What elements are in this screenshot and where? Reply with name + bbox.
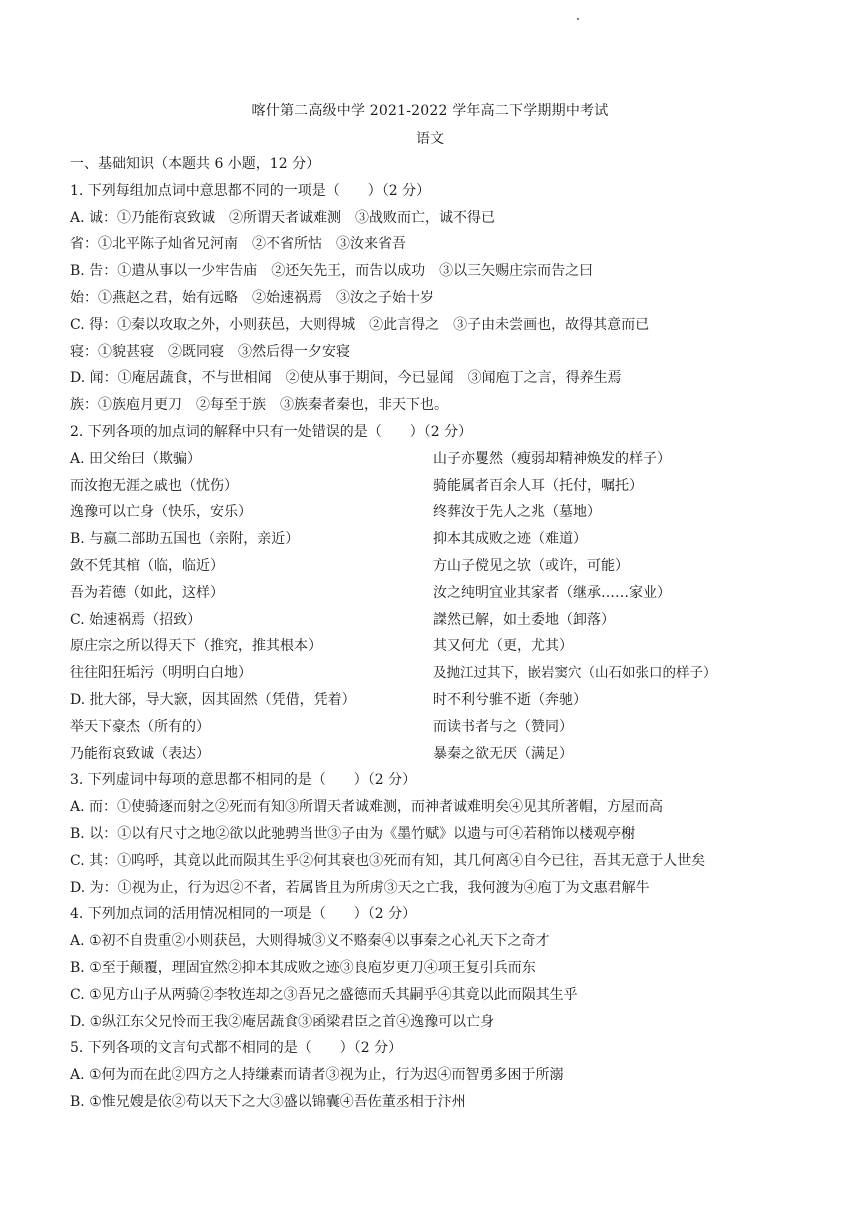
question-5-stem: 5. 下列各项的文言句式都不相同的是（ ）（2 分） <box>70 1040 403 1057</box>
question-4-stem: 4. 下列加点词的活用情况相同的一项是（ ）（2 分） <box>70 906 417 923</box>
question-1-line: C. 得：①秦以攻取之外，小则获邑，大则得城 ②此言得之 ③子由未尝画也，故得其意而已 <box>70 316 650 333</box>
question-2-right: 其又何尤（更，尤其） <box>433 638 573 655</box>
question-1-line: B. 告：①遣从事以一少牢告庙 ②还矢先王，而告以成功 ③以三矢赐庄宗而告之曰 <box>70 263 594 280</box>
exam-content <box>70 151 790 1116</box>
question-1-line: 始：①燕赵之君，始有远略 ②始速祸焉 ③汝之子始十岁 <box>70 289 434 306</box>
question-4-line: C. ①见方山子从两骑②李牧连却之③吾兄之盛德而夭其嗣乎④其竟以此而陨其生乎 <box>70 986 578 1003</box>
question-2-left: 往往阳狂垢污（明明白白地） <box>70 665 252 682</box>
section-heading: 一、基础知识（本题共 6 小题，12 分） <box>70 156 321 172</box>
subject-label: 语文 <box>416 131 444 147</box>
question-2-row <box>70 607 790 634</box>
question-2-right: 抑本其成败之迹（难道） <box>433 531 587 548</box>
question-2-right: 时不利兮骓不逝（奔驰） <box>433 691 587 708</box>
question-4-line: D. ①纵江东父兄怜而王我②庵居蔬食③函梁君臣之首④逸豫可以亡身 <box>70 1013 495 1030</box>
question-1-stem: 1. 下列每组加点词中意思都不同的一项是（ ）（2 分） <box>70 182 431 199</box>
question-2-left: 而汝抱无涯之戚也（忧伤） <box>70 477 238 494</box>
question-2-right: 骑能属者百余人耳（托付，嘱托） <box>433 477 643 494</box>
question-2-left: A. 田父绐曰（欺骗） <box>70 450 202 467</box>
question-2-row <box>70 741 790 768</box>
question-1-line: 寝：①貌甚寝 ②既同寝 ③然后得一夕安寝 <box>70 343 350 360</box>
question-2-row <box>70 526 790 553</box>
question-2-row <box>70 687 790 714</box>
question-2-row <box>70 714 790 741</box>
question-2-right: 及抛江过其下，嵌岩窦穴（山石如张口的样子） <box>433 665 717 682</box>
question-2-left: 逸豫可以亡身（快乐，安乐） <box>70 504 252 521</box>
question-2-row <box>70 499 790 526</box>
question-2-left: D. 批大郤，导大窾，因其固然（凭借，凭着） <box>70 691 356 708</box>
question-2-stem: 2. 下列各项的加点词的解释中只有一处错误的是（ ）（2 分） <box>70 423 473 440</box>
question-3-line: C. 其：①呜呼，其竟以此而陨其生乎②何其衰也③死而有知，其几何离④自今已往，吾其无意于人世矣 <box>70 852 706 869</box>
question-2-right: 汝之纯明宜业其家者（继承……家业） <box>433 584 671 601</box>
question-2-left: C. 始速祸焉（招致） <box>70 611 202 628</box>
question-2-right: 謋然已解，如土委地（卸落） <box>433 611 615 628</box>
question-2-left: 敛不凭其棺（临，临近） <box>70 557 224 574</box>
page-title: 喀什第二高级中学 2021-2022 学年高二下学期期中考试 <box>251 103 609 119</box>
question-3-line: A. 而：①使骑逐而射之②死而有知③所谓天者诚难测，而神者诚难明矣④见其所著帽，方屋而高 <box>70 799 664 816</box>
question-3-line: D. 为：①视为止，行为迟②不者，若属皆且为所虏③天之亡我，我何渡为④庖丁为文惠君解牛 <box>70 879 650 896</box>
question-4-line: B. ①至于颠覆，理固宜然②抑本其成败之迹③良庖岁更刀④项王复引兵而东 <box>70 959 536 976</box>
question-2-left: 吾为若德（如此，这样） <box>70 584 224 601</box>
question-2-left: B. 与嬴二部助五国也（亲附，亲近） <box>70 531 300 548</box>
question-2-row <box>70 473 790 500</box>
question-2-row <box>70 580 790 607</box>
question-4-line: A. ①初不自贵重②小则获邑，大则得城③义不赂秦④以事秦之心礼天下之奇才 <box>70 933 550 950</box>
question-2-right: 暴秦之欲无厌（满足） <box>433 745 573 762</box>
question-2-right: 方山子傥见之欤（或许，可能） <box>433 557 629 574</box>
question-1-line: 族：①族庖月更刀 ②每至于族 ③族秦者秦也，非天下也。 <box>70 397 448 414</box>
question-3-stem: 3. 下列虚词中每项的意思都不相同的是（ ）（2 分） <box>70 772 417 789</box>
question-1-line: A. 诚：①乃能衔哀致诚 ②所谓天者诚难测 ③战败而亡，诚不得已 <box>70 209 496 226</box>
question-1-line: 省：①北平陈子灿省兄河南 ②不省所怙 ③汝来省吾 <box>70 236 406 253</box>
question-5-line: B. ①惟兄嫂是依②苟以天下之大③盛以锦囊④吾佐董丞相于汴州 <box>70 1093 466 1110</box>
question-2-row <box>70 633 790 660</box>
scan-dot <box>577 18 579 20</box>
question-2-right: 终葬汝于先人之兆（墓地） <box>433 504 601 521</box>
question-3-line: B. 以：①以有尺寸之地②欲以此驰骋当世③子由为《墨竹赋》以遗与可④若稍饰以楼观亭榭 <box>70 825 636 842</box>
question-1-line: D. 闻：①庵居蔬食，不与世相闻 ②使从事于期间，今已显闻 ③闻庖丁之言，得养生焉 <box>70 370 622 387</box>
question-2-left: 原庄宗之所以得天下（推究，推其根本） <box>70 638 322 655</box>
question-2-row <box>70 446 790 473</box>
question-2-left: 举天下豪杰（所有的） <box>70 718 210 735</box>
question-2-right: 山子亦矍然（瘦弱却精神焕发的样子） <box>433 450 671 467</box>
question-2-left: 乃能衔哀致诚（表达） <box>70 745 210 762</box>
question-2-right: 而读书者与之（赞同） <box>433 718 573 735</box>
question-2-row <box>70 660 790 687</box>
question-2-row <box>70 553 790 580</box>
question-5-line: A. ①何为而在此②四方之人持缣素而请者③视为止，行为迟④而智勇多困于所溺 <box>70 1067 564 1084</box>
